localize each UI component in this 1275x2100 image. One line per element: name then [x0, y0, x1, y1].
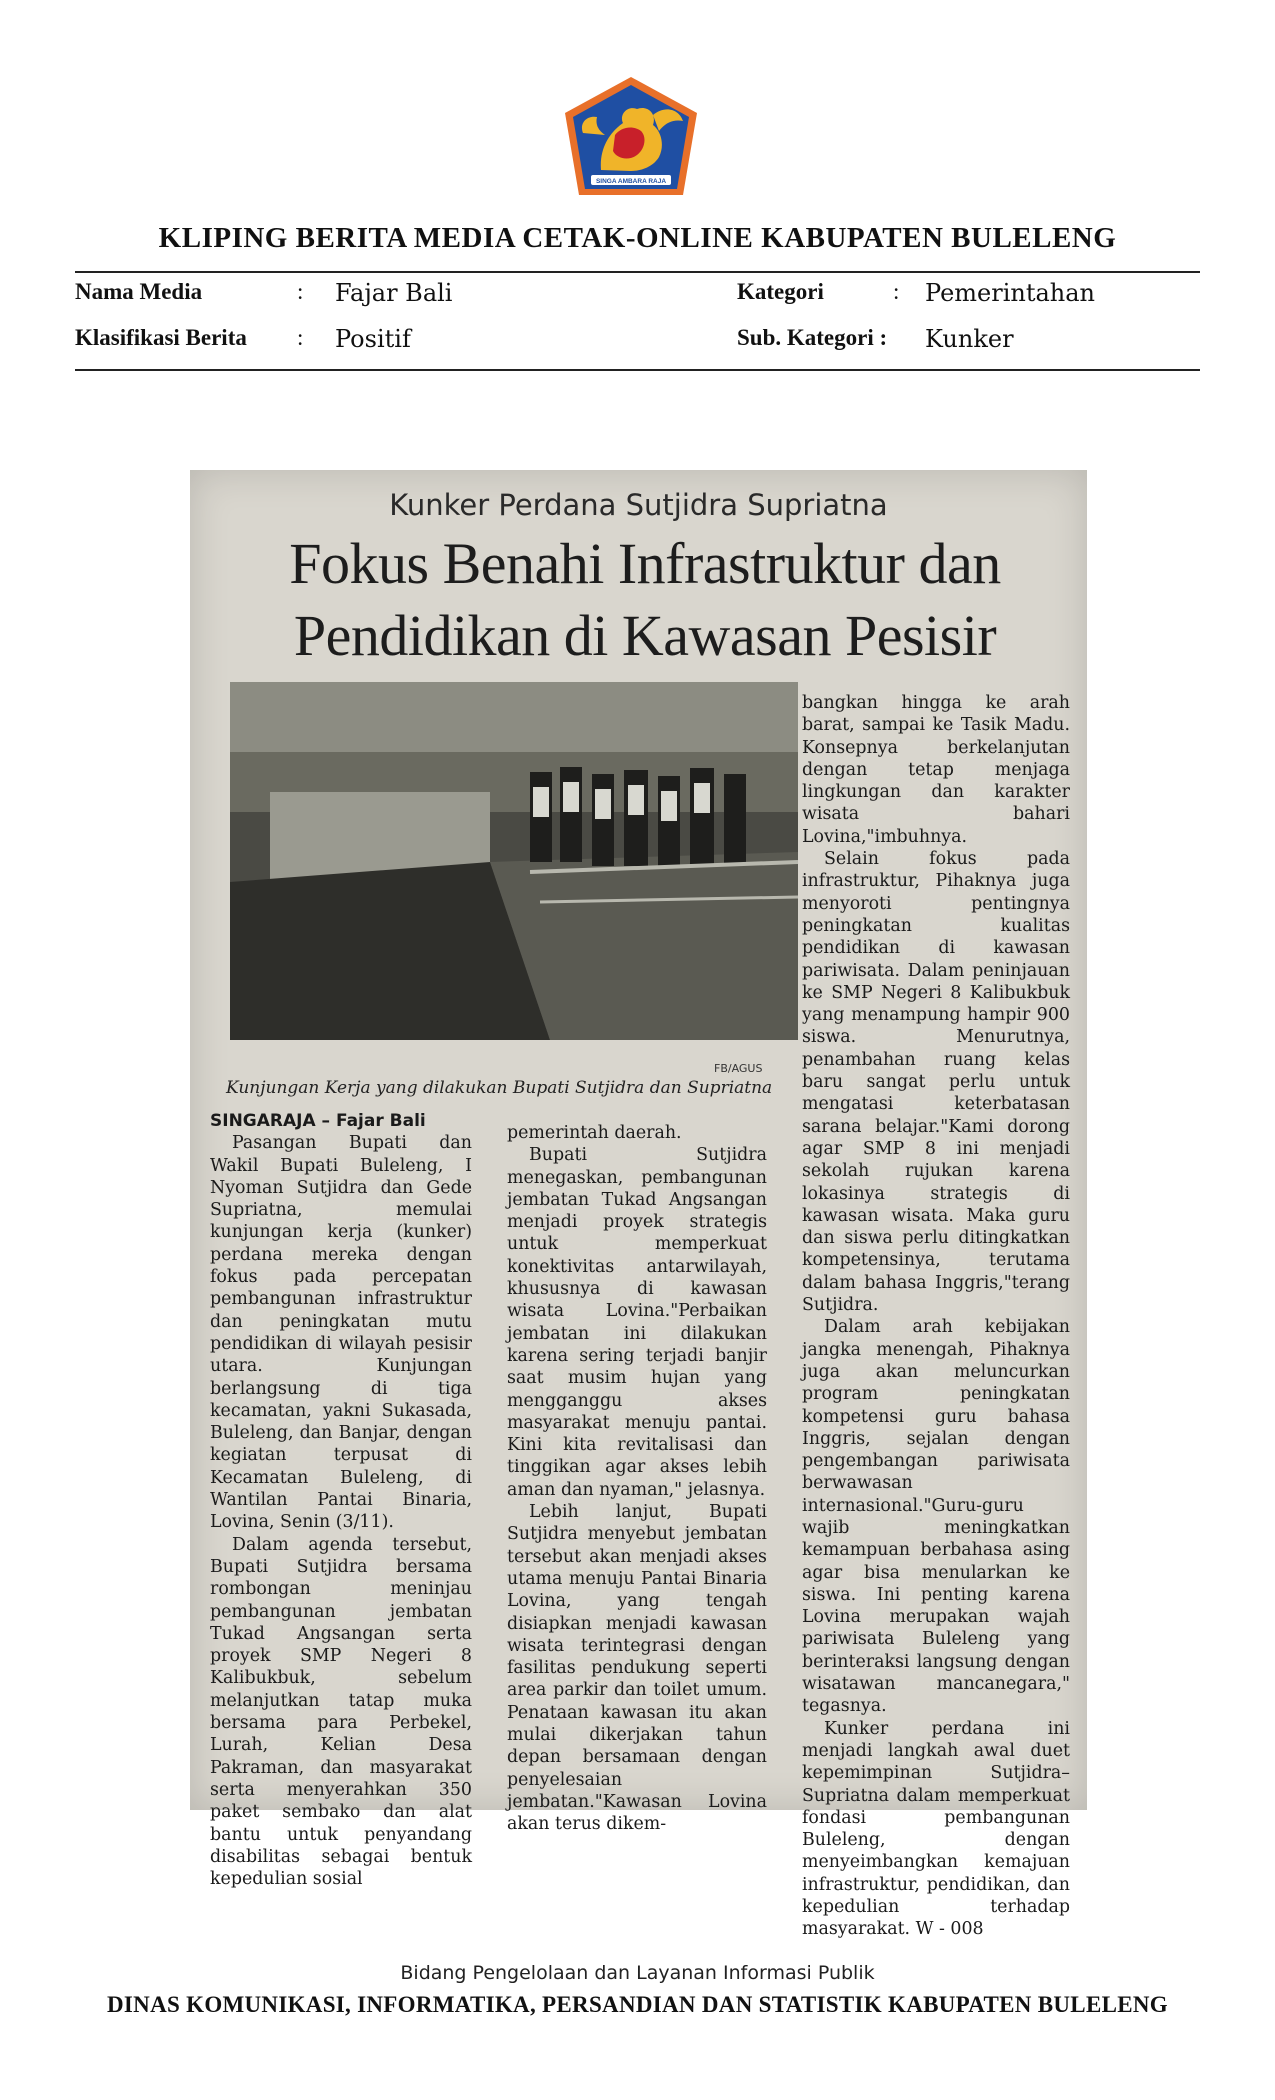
- paragraph: Bupati Sutjidra menegaskan, pembangunan jembatan Tukad Angsangan menjadi proyek strategis untuk memperkuat konektivitas antarwilayah, khususnya di kawasan wisata Lovina."Perbaikan jembatan ini dilakukan karena sering terjadi banjir saat musim hujan yang mengganggu akses masyarakat menuju pantai. Kini kita revitalisasi dan tinggikan agar akses lebih aman dan nyaman," jelasnya.: [507, 1145, 767, 1500]
- paragraph: bangkan hingga ke arah barat, sampai ke Tasik Madu. Konsepnya berkelanjutan dengan tetap menjaga lingkungan dan karakter wisata bahari Lovina,"imbuhnya.: [802, 693, 1070, 847]
- article-column-1: [210, 1110, 472, 1890]
- singa-ambara-raja-crest-icon: [561, 75, 701, 200]
- meta-row-2: [75, 325, 1200, 359]
- paragraph: Lebih lanjut, Bupati Sutjidra menyebut jembatan tersebut akan menjadi akses utama menuju Pantai Binaria Lovina, yang tengah disiapkan menjadi kawasan wisata terintegrasi dengan fasilitas pendukung seperti area parkir dan toilet umum. Penataan kawasan itu akan mulai dikerjakan tahun depan bersamaan dengan penyelesaian jembatan."Kawasan Lovina akan terus dikem-: [507, 1502, 767, 1835]
- meta-row-1: [75, 279, 1200, 313]
- nama-media-label: Nama Media: [75, 279, 203, 304]
- sub-kategori-label: Sub. Kategori :: [737, 325, 888, 350]
- headline-line-2: Pendidikan di Kawasan Pesisir: [293, 603, 997, 668]
- paragraph: Pasangan Bupati dan Wakil Bupati Buleleng, I Nyoman Sutjidra dan Gede Supriatna, memulai kunjungan kerja (kunker) perdana mereka dengan fokus pada percepatan pembangunan infrastruktur dan peningkatan mutu pendidikan di wilayah pesisir utara. Kunjungan berlangsung di tiga kecamatan, yakni Sukasada, Buleleng, dan Banjar, dengan kegiatan terpusat di Kecamatan Buleleng, di Wantilan Pantai Binaria, Lovina, Senin (3/11).: [210, 1133, 472, 1533]
- kategori-value: Pemerintahan: [925, 279, 1096, 307]
- photo-credit: FB/AGUS: [714, 1062, 763, 1075]
- klasifikasi-value: Positif: [335, 325, 411, 353]
- buleleng-crest-logo: [561, 75, 701, 200]
- paragraph: Kunker perdana ini menjadi langkah awal duet kepemimpinan Sutjidra–Supriatna dalam memperkuat fondasi pembangunan Buleleng, dengan menyeimbangkan kemajuan infrastruktur, pendidikan, dan kepedulian terhadap masyarakat. W - 008: [802, 1718, 1070, 1940]
- paragraph: Dalam agenda tersebut, Bupati Sutjidra bersama rombongan meninjau pembangunan jembatan Tukad Angsangan serta proyek SMP Negeri 8 Kalibukbuk, sebelum melanjutkan tatap muka bersama para Perbekel, Lurah, Kelian Desa Pakraman, dan masyarakat serta menyerahkan 350 paket sembako dan alat bantu untuk penyandang disabilitas sebagai bentuk kepedulian sosial: [210, 1534, 472, 1890]
- kategori-label: Kategori: [737, 279, 824, 304]
- article-dateline: SINGARAJA – Fajar Bali: [210, 1111, 426, 1131]
- article-column-3: [802, 692, 1070, 1941]
- colon: :: [893, 279, 900, 304]
- sub-kategori-value: Kunker: [925, 325, 1014, 353]
- article-kicker: Kunker Perdana Sutjidra Supriatna: [389, 488, 888, 522]
- document-title: KLIPING BERITA MEDIA CETAK-ONLINE KABUPATEN BULELENG: [158, 222, 1117, 254]
- article-column-2: [507, 1122, 767, 1836]
- footer-department: Bidang Pengelolaan dan Layanan Informasi Publik: [400, 1962, 875, 1984]
- meta-divider: [75, 369, 1200, 371]
- photo-image: [230, 682, 798, 1040]
- nama-media-value: Fajar Bali: [335, 279, 453, 307]
- colon: :: [297, 279, 304, 304]
- article-photo: [230, 682, 798, 1040]
- paragraph: Dalam arah kebijakan jangka menengah, Pihaknya juga akan meluncurkan program peningkatan kompetensi guru bahasa Inggris, sejalan dengan pengembangan pariwisata berwawasan internasional."Guru-guru wajib meningkatkan kemampuan berbahasa asing agar bisa menularkan ke siswa. Ini penting karena Lovina merupakan wajah pariwisata Buleleng yang berinteraksi langsung dengan wisatawan mancanegara," tegasnya.: [802, 1317, 1070, 1717]
- colon: :: [297, 325, 304, 350]
- footer-agency: DINAS KOMUNIKASI, INFORMATIKA, PERSANDIAN DAN STATISTIK KABUPATEN BULELENG: [107, 1992, 1168, 2017]
- paragraph: Selain fokus pada infrastruktur, Pihaknya juga menyoroti pentingnya peningkatan kualitas pendidikan di kawasan pariwisata. Dalam peninjauan ke SMP Negeri 8 Kalibukbuk yang menampung hampir 900 siswa. Menurutnya, penambahan ruang kelas baru sangat perlu untuk mengatasi keterbatasan sarana belajar."Kami dorong agar SMP 8 ini menjadi sekolah rujukan karena lokasinya strategis di kawasan wisata. Maka guru dan siswa perlu ditingkatkan kompetensinya, terutama dalam bahasa Inggris,"terang Sutjidra.: [802, 849, 1070, 1316]
- klasifikasi-label: Klasifikasi Berita: [75, 325, 247, 350]
- photo-caption: Kunjungan Kerja yang dilakukan Bupati Sutjidra dan Supriatna: [226, 1078, 773, 1098]
- logo-text: SINGA AMBARA RAJA: [595, 178, 667, 185]
- newspaper-clipping: [190, 470, 1087, 1940]
- header-divider: [75, 271, 1200, 273]
- paragraph: pemerintah daerah.: [507, 1123, 682, 1143]
- headline-line-1: Fokus Benahi Infrastruktur dan: [289, 531, 1001, 596]
